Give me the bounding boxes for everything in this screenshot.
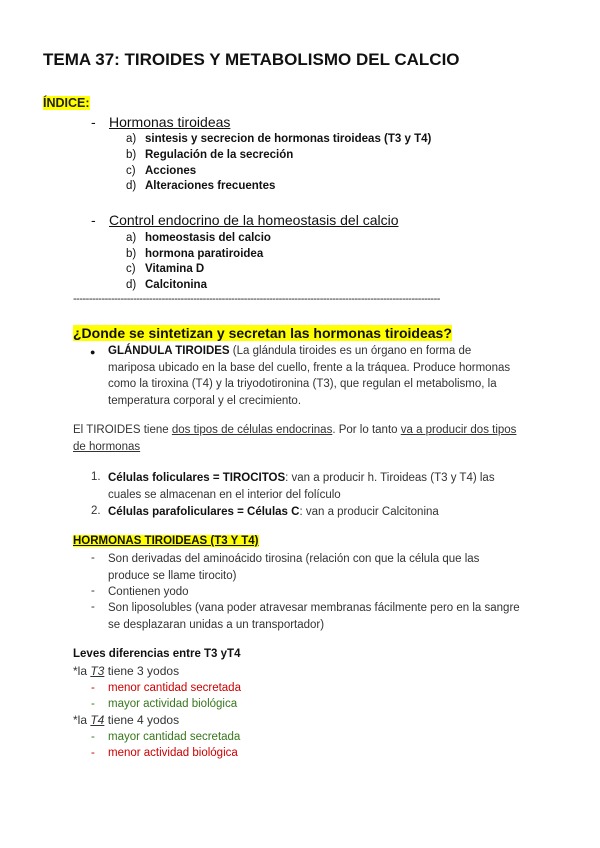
t4-property: mayor cantidad secretada <box>108 731 241 743</box>
list-number: 1. <box>91 471 101 483</box>
t3-property: menor cantidad secretada <box>108 682 241 694</box>
section-title: Hormonas tiroideas <box>109 114 231 130</box>
gland-term: GLÁNDULA TIROIDES <box>108 345 230 357</box>
bullet-dot: ● <box>90 347 96 357</box>
cell-item-foliculares: Células foliculares = TIROCITOS: van a producir h. Tiroideas (T3 y T4) las cuales se almacenan en el interior del folículo <box>108 472 495 501</box>
section-dash: - <box>91 212 96 228</box>
cell-item-parafoliculares: Células parafoliculares = Células C: van a producir Calcitonina <box>108 506 439 518</box>
hormone-property: Son derivadas del aminoácido tirosina (relación con que la célula que las produce se llame tirocito) <box>108 553 480 582</box>
list-number: 2. <box>91 505 101 517</box>
hormone-property: Son liposolubles (vana poder atravesar membranas fácilmente pero en la sangre se desplazaran unidas a un transportador) <box>108 602 520 631</box>
list-dash: - <box>91 682 95 694</box>
section-dash: - <box>91 114 96 130</box>
section-title: Control endocrino de la homeostasis del calcio <box>109 212 399 228</box>
divider-line: -------------------------------------------------------------------------------------------------------------------- <box>73 293 440 305</box>
list-dash: - <box>91 747 95 759</box>
index-label: ÍNDICE: <box>43 96 90 110</box>
list-dash: - <box>91 601 95 613</box>
differences-heading: Leves diferencias entre T3 yT4 <box>73 648 241 660</box>
list-dash: - <box>91 585 95 597</box>
question-heading: ¿Donde se sintetizan y secretan las hormonas tiroideas? <box>73 325 452 341</box>
page-title: TEMA 37: TIROIDES Y METABOLISMO DEL CALCIO <box>43 50 460 69</box>
gland-paragraph: GLÁNDULA TIROIDES (La glándula tiroides es un órgano en forma de mariposa ubicado en la base del cuello, frente a la tráquea. Produce hormonas como la tiroxina (T4) y la triyodotironina (T3), que regulan el metabolismo, la temperatura corporal y el crecimiento. <box>108 345 511 407</box>
list-dash: - <box>91 731 95 743</box>
list-dash: - <box>91 698 95 710</box>
hormones-heading: HORMONAS TIROIDEAS (T3 Y T4) <box>73 535 259 547</box>
t3-property: mayor actividad biológica <box>108 698 238 710</box>
t4-property: menor actividad biológica <box>108 747 238 759</box>
tiroides-paragraph: El TIROIDES tiene dos tipos de células endocrinas. Por lo tanto va a producir dos tipos de hormonas <box>73 424 517 453</box>
hormone-property: Contienen yodo <box>108 586 189 598</box>
list-dash: - <box>91 552 95 564</box>
t3-line: *la T3 tiene 3 yodos <box>73 664 180 678</box>
t4-line: *la T4 tiene 4 yodos <box>73 713 180 727</box>
